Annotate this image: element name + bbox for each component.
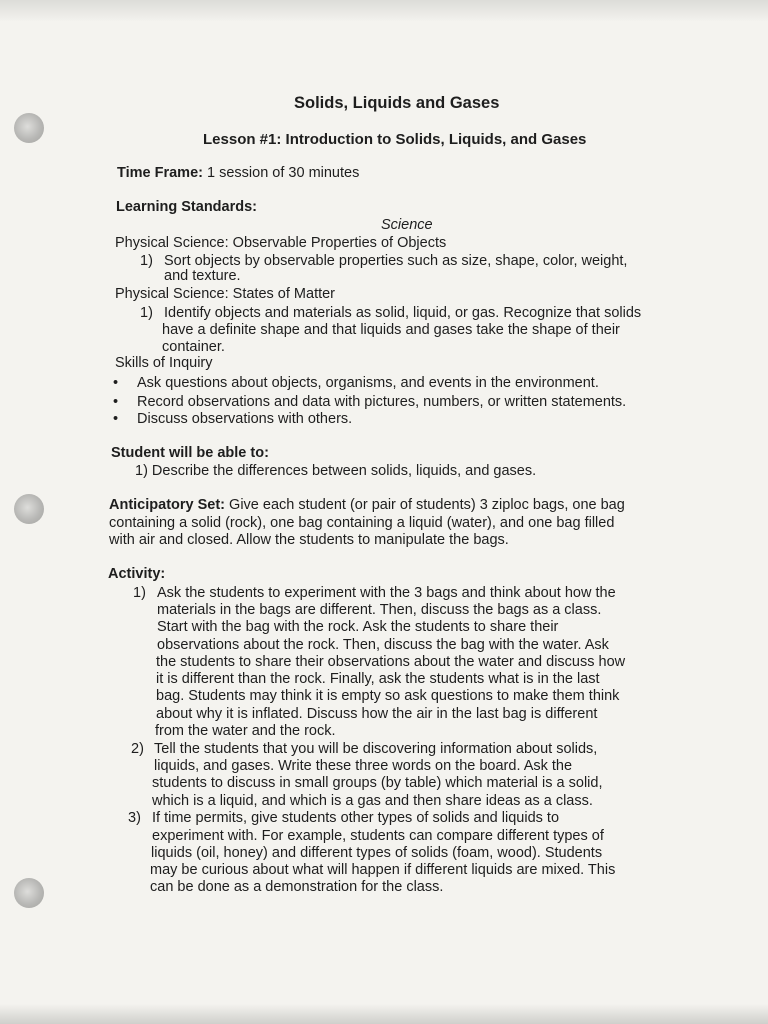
activity-number: 2) [131,741,144,757]
activity-line: from the water and the rock. [155,723,336,739]
page-title: Solids, Liquids and Gases [294,94,500,112]
learning-standards-label: Learning Standards: [116,199,257,215]
activity-number: 3) [128,810,141,826]
subject-heading: Science [381,217,433,233]
activity-line: Ask the students to experiment with the 3 bags and think about how the [157,585,616,601]
psm-item-line: Identify objects and materials as solid, liquid, or gas. Recognize that solids [164,305,642,321]
anticipatory-line [109,497,625,514]
bullet-icon: • [113,375,119,391]
activity-line: liquids, and gases. Write these three words on the board. Ask the [154,758,573,774]
pso-item-line: and texture. [164,268,241,284]
activity-line: the students to share their observations about the water and discuss how [156,654,626,670]
activity-line: about why it is inflated. Discuss how the air in the last bag is different [156,706,598,722]
activity-line: can be done as a demonstration for the class. [150,879,444,895]
anticipatory-label: Anticipatory Set: [109,497,226,513]
activity-label: Activity: [108,566,166,582]
psm-item-line: container. [162,339,225,355]
activity-line: it is different than the rock. Finally, ask the students what is in the last [156,671,600,687]
activity-line: experiment with. For example, students can compare different types of [152,828,604,844]
anticipatory-text: Give each student (or pair of students) 3 ziploc bags, one bag [229,497,625,513]
activity-line: may be curious about what will happen if different liquids are mixed. This [150,862,616,878]
pso-item-line: Sort objects by observable properties such as size, shape, color, weight, [164,253,628,269]
psm-item-line: have a definite shape and that liquids and gases take the shape of their [162,322,620,338]
activity-line: which is a liquid, and which is a gas and then share ideas as a class. [152,793,593,809]
pso-heading: Physical Science: Observable Properties of Objects [115,235,447,251]
activity-line: observations about the rock. Then, discuss the bag with the water. Ask [157,637,609,653]
time-frame-value: 1 session of 30 minutes [207,165,360,181]
activity-line: students to discuss in small groups (by table) which material is a solid, [152,775,603,791]
time-frame-label: Time Frame: [117,165,203,181]
swbat-label: Student will be able to: [111,445,269,461]
bullet-icon: • [113,411,119,427]
inquiry-heading: Skills of Inquiry [115,355,213,371]
psm-heading: Physical Science: States of Matter [115,286,336,302]
inquiry-item: Record observations and data with pictures, numbers, or written statements. [137,394,627,410]
activity-line: Start with the bag with the rock. Ask the students to share their [157,619,559,635]
activity-line: If time permits, give students other types of solids and liquids to [152,810,560,826]
swbat-item: 1) Describe the differences between solids, liquids, and gases. [135,463,537,479]
activity-line: materials in the bags are different. Then, discuss the bags as a class. [157,602,602,618]
inquiry-item: Discuss observations with others. [137,411,353,427]
lesson-title: Lesson #1: Introduction to Solids, Liquids, and Gases [203,131,587,148]
activity-line: Tell the students that you will be discovering information about solids, [154,741,598,757]
anticipatory-line: with air and closed. Allow the students to manipulate the bags. [109,532,509,548]
activity-line: bag. Students may think it is empty so ask questions to make them think [156,688,620,704]
psm-item-number: 1) [140,305,153,321]
activity-line: liquids (oil, honey) and different types of solids (foam, wood). Students [151,845,603,861]
bullet-icon: • [113,394,119,410]
time-frame [117,165,359,182]
inquiry-item: Ask questions about objects, organisms, and events in the environment. [137,375,599,391]
anticipatory-line: containing a solid (rock), one bag containing a liquid (water), and one bag filled [109,515,615,531]
pso-item-number: 1) [140,253,153,269]
activity-number: 1) [133,585,146,601]
